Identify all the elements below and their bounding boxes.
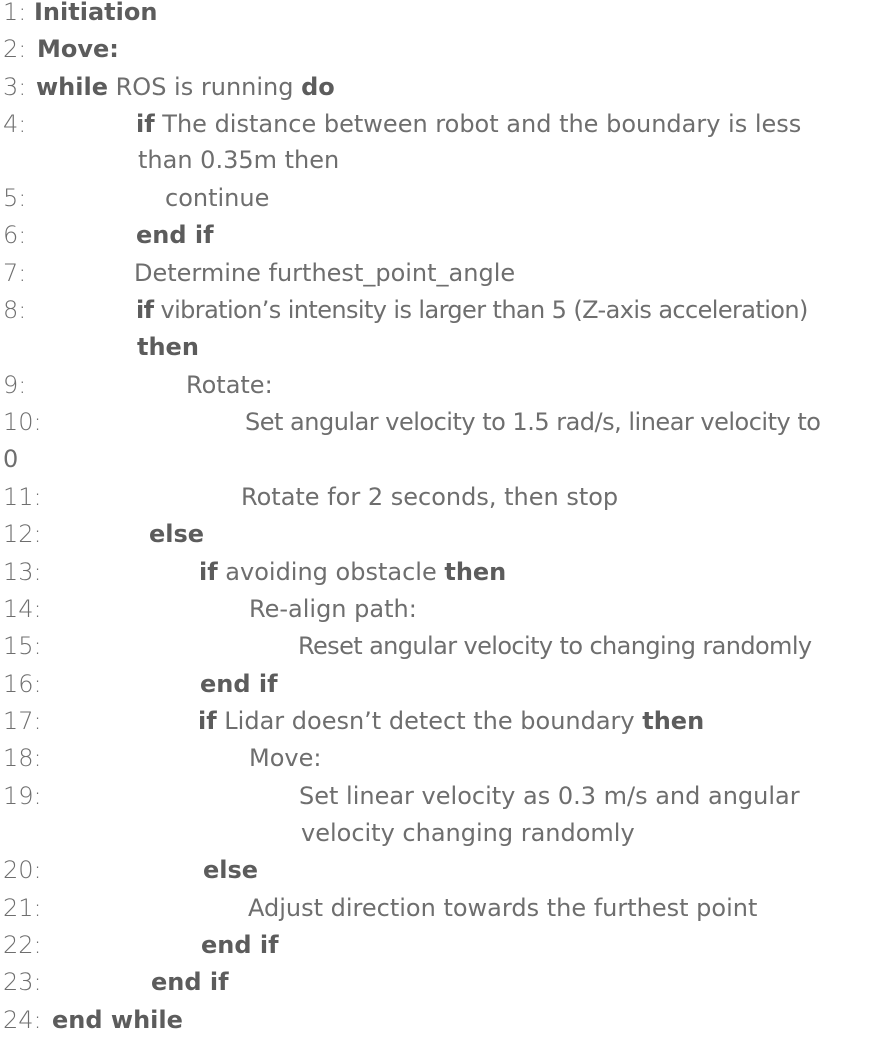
- line-text: [200, 666, 278, 703]
- keyword: end if: [201, 931, 279, 959]
- line-text: [34, 0, 157, 31]
- line-text: [298, 628, 812, 665]
- line-number: 2:: [3, 35, 27, 63]
- line-text: [199, 554, 506, 591]
- line-number: 20:: [3, 856, 42, 884]
- line-text: [52, 1002, 183, 1039]
- line-number: 24:: [3, 1006, 42, 1034]
- statement-text: Lidar doesn’t detect the boundary: [216, 707, 643, 735]
- line-text: [149, 516, 204, 553]
- line-number: 7:: [3, 259, 27, 287]
- statement-text: ROS is running: [108, 73, 302, 101]
- line-text: [37, 31, 119, 68]
- line-number: 22:: [3, 931, 42, 959]
- line-number: 10:: [3, 408, 42, 436]
- line-number: 8:: [3, 296, 27, 324]
- statement-text: Move:: [249, 744, 322, 772]
- line-text: [136, 106, 801, 143]
- statement-text: Re-align path:: [249, 595, 417, 623]
- line-text: [186, 367, 273, 404]
- line-text: [299, 778, 800, 815]
- keyword: Initiation: [34, 0, 158, 26]
- keyword: end if: [151, 968, 229, 996]
- statement-text: Reset angular velocity to changing randomly: [298, 632, 812, 660]
- line-text: [198, 703, 704, 740]
- keyword: then: [444, 558, 507, 586]
- line-text: [241, 479, 618, 516]
- statement-text: Rotate for 2 seconds, then stop: [241, 483, 619, 511]
- line-text: [137, 329, 199, 366]
- statement-text: Set angular velocity to 1.5 rad/s, linear velocity to: [245, 408, 821, 436]
- line-text: [301, 815, 635, 852]
- line-text: [203, 852, 258, 889]
- keyword: do: [301, 73, 335, 101]
- statement-text: Determine furthest_point_angle: [134, 259, 516, 287]
- keyword: if: [198, 707, 217, 735]
- statement-text: vibration’s intensity is larger than 5 (Z-axis acceleration): [153, 296, 808, 324]
- keyword: if: [136, 110, 155, 138]
- line-text: [134, 255, 515, 292]
- line-number: 4:: [3, 110, 27, 138]
- keyword: end if: [200, 670, 278, 698]
- keyword: if: [199, 558, 218, 586]
- statement-text: The distance between robot and the boundary is less: [154, 110, 802, 138]
- keyword: while: [36, 73, 108, 101]
- statement-text: Rotate:: [186, 371, 273, 399]
- keyword: else: [149, 520, 205, 548]
- keyword: then: [642, 707, 705, 735]
- line-text: [249, 591, 417, 628]
- line-number: 21:: [3, 894, 42, 922]
- line-number: 11:: [3, 483, 42, 511]
- line-text: [36, 69, 335, 106]
- line-text: [3, 441, 18, 478]
- line-text: [151, 964, 229, 1001]
- line-number: 5:: [3, 184, 27, 212]
- line-number: 9:: [3, 371, 27, 399]
- line-number: 12:: [3, 520, 42, 548]
- line-text: [248, 890, 757, 927]
- line-text: [136, 292, 808, 329]
- keyword: else: [203, 856, 259, 884]
- statement-text: velocity changing randomly: [301, 819, 635, 847]
- line-text: [138, 142, 339, 179]
- statement-text: Set linear velocity as 0.3 m/s and angular: [299, 782, 800, 810]
- line-number: 17:: [3, 707, 42, 735]
- line-number: 1:: [3, 0, 27, 26]
- keyword: Move:: [37, 35, 119, 63]
- line-text: [249, 740, 321, 777]
- keyword: if: [136, 296, 154, 324]
- line-number: 6:: [3, 221, 27, 249]
- keyword: end while: [52, 1006, 183, 1034]
- statement-text: 0: [3, 445, 19, 473]
- line-number: 16:: [3, 670, 42, 698]
- line-number: 15:: [3, 632, 42, 660]
- line-text: [165, 180, 269, 217]
- line-text: [201, 927, 279, 964]
- line-number: 19:: [3, 782, 42, 810]
- statement-text: Adjust direction towards the furthest point: [248, 894, 758, 922]
- line-number: 23:: [3, 968, 42, 996]
- line-number: 18:: [3, 744, 42, 772]
- line-text: [245, 404, 820, 441]
- line-number: 13:: [3, 558, 42, 586]
- statement-text: avoiding obstacle: [217, 558, 445, 586]
- statement-text: continue: [165, 184, 270, 212]
- keyword: then: [137, 333, 199, 361]
- line-text: [136, 217, 214, 254]
- line-number: 14:: [3, 595, 42, 623]
- line-number: 3:: [3, 73, 27, 101]
- statement-text: than 0.35m then: [138, 146, 340, 174]
- keyword: end if: [136, 221, 214, 249]
